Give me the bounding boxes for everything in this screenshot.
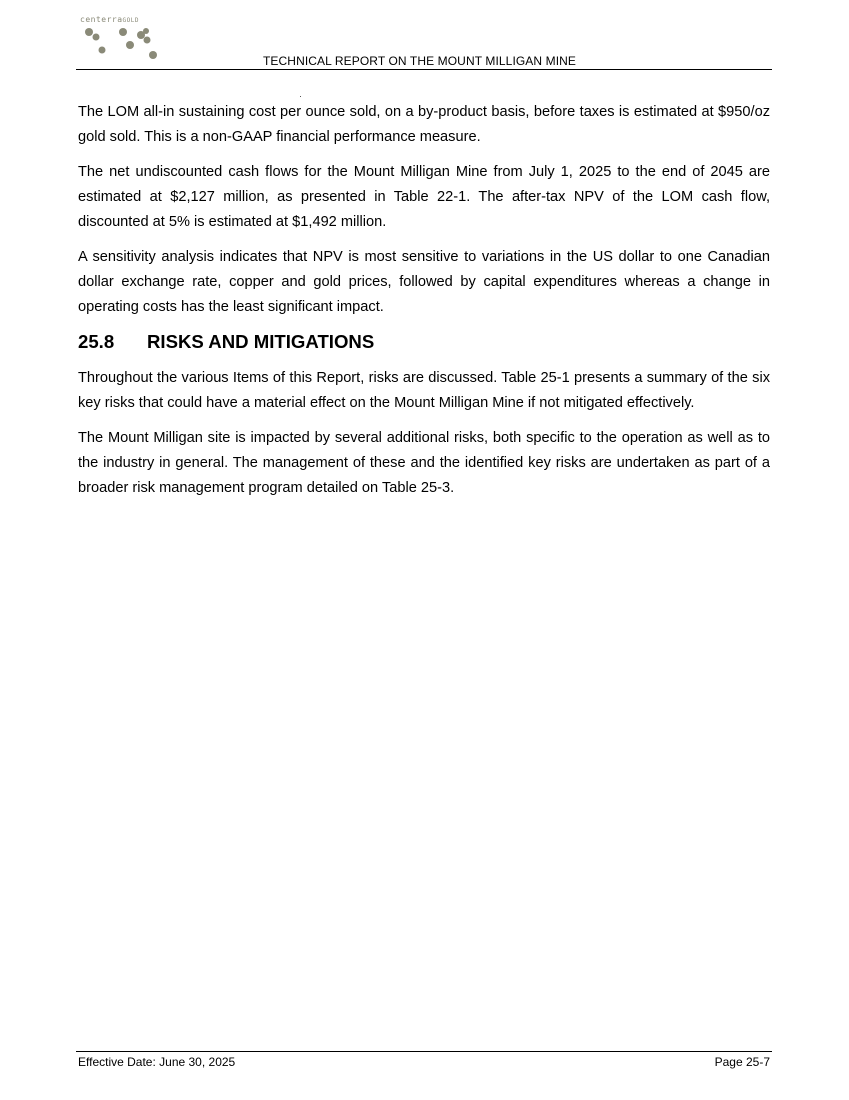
logo-hexagon-cluster-icon — [80, 25, 170, 65]
paragraph-cash-flow: The net undiscounted cash flows for the Mount Milligan Mine from July 1, 2025 to the end of 2045 are estimated at $2,127 million, as presented in Table 22-1. The after-tax NPV of the LOM cash flow, discounted at 5% is estimated at $1,492 million. — [78, 164, 770, 230]
page-body — [78, 100, 770, 511]
company-logo — [80, 15, 170, 63]
logo-subtext: GOLD — [122, 17, 139, 24]
report-header-title: TECHNICAL REPORT ON THE MOUNT MILLIGAN MINE — [263, 54, 577, 68]
section-title: RISKS AND MITIGATIONS — [147, 331, 375, 352]
section-number: 25.8 — [78, 331, 115, 352]
paragraph-risks-intro: Throughout the various Items of this Report, risks are discussed. Table 25-1 presents a summary of the six key risks that could have a material effect on the Mount Milligan Mine if not mitigated effectively. — [78, 370, 770, 411]
effective-date: Effective Date: June 30, 2025 — [78, 1055, 236, 1069]
paragraph-risk-management: The Mount Milligan site is impacted by several additional risks, both specific to the operation as well as to the industry in general. The management of these and the identified key risks are undertaken as part of a broader risk management program detailed on Table 25-3. — [78, 430, 770, 496]
logo-wordmark — [80, 15, 139, 24]
section-heading — [78, 330, 770, 354]
footer-divider — [76, 1051, 772, 1052]
logo-text: centerra — [80, 15, 123, 24]
page-number: Page 25-7 — [714, 1055, 770, 1069]
paragraph-sensitivity: A sensitivity analysis indicates that NPV is most sensitive to variations in the US dollar to one Canadian dollar exchange rate, copper and gold prices, followed by capital expenditures whereas a change in operating costs has the least significant impact. — [78, 249, 770, 315]
stray-dot — [300, 96, 301, 97]
paragraph-aisc: The LOM all-in sustaining cost per ounce sold, on a by-product basis, before taxes is estimated at $950/oz gold sold. This is a non-GAAP financial performance measure. — [78, 104, 770, 145]
header-divider — [76, 69, 772, 70]
